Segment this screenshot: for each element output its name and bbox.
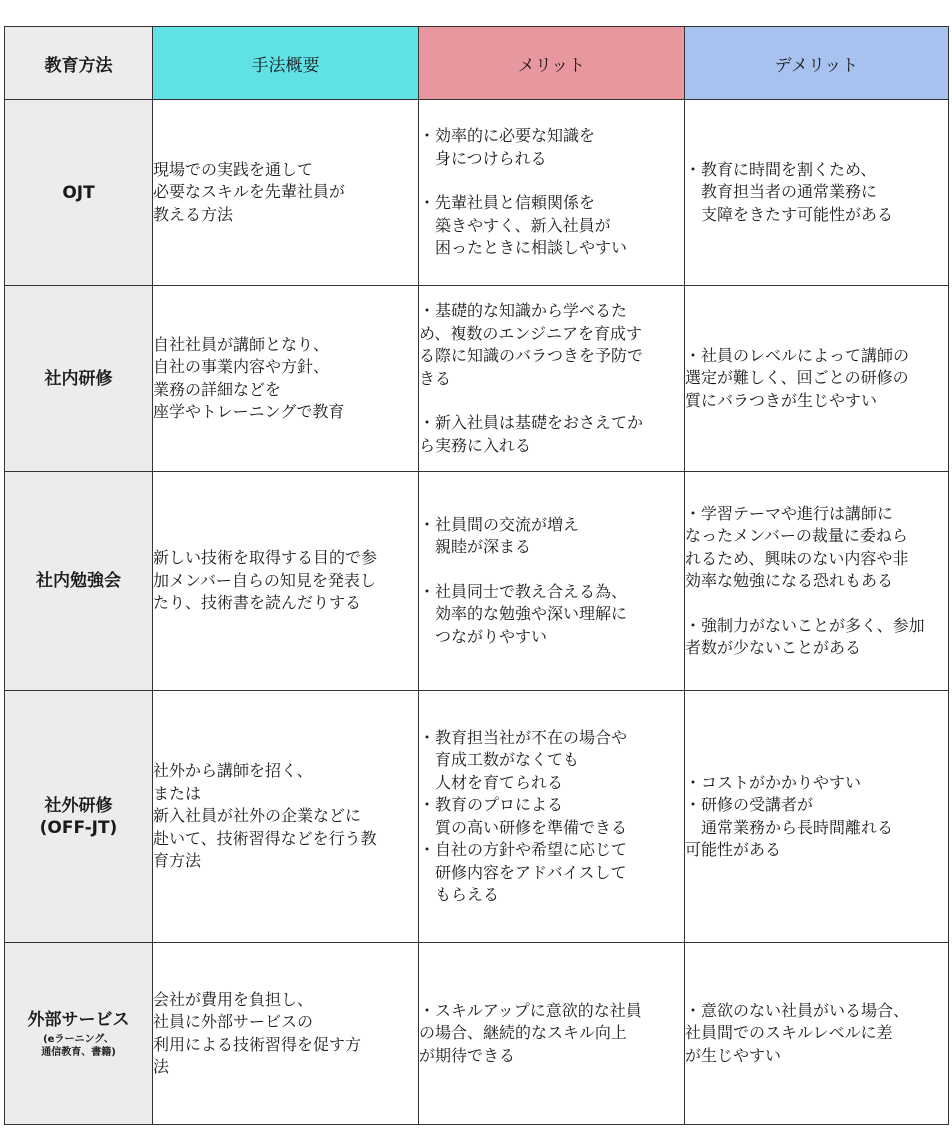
merit-cell — [419, 691, 685, 943]
merit-text: ・スキルアップに意欲的な社員 の場合、継続的なスキル向上 が期待できる — [419, 1000, 642, 1065]
overview-cell — [153, 472, 419, 691]
demerit-cell — [685, 286, 949, 472]
method-cell — [5, 100, 153, 286]
method-name: 社外研修 (OFF-JT) — [39, 795, 118, 838]
demerit-cell — [685, 100, 949, 286]
merit-cell — [419, 943, 685, 1125]
overview-text: 現場での実践を通して 必要なスキルを先輩社員が 教える方法 — [153, 159, 345, 224]
header-method: 教育方法 — [5, 27, 153, 100]
overview-cell — [153, 100, 419, 286]
method-name: 外部サービス — [27, 1009, 130, 1030]
overview-cell — [153, 943, 419, 1125]
method-name: 社内研修 — [44, 368, 113, 389]
merit-text: ・効率的に必要な知識を 身につけられる — [419, 126, 596, 168]
merit-text: ・先輩社員と信頼関係を 築きやすく、新入社員が 困ったときに相談しやすい — [419, 193, 628, 258]
paragraph-gap — [419, 390, 684, 412]
demerit-cell — [685, 691, 949, 943]
demerit-text: ・教育に時間を割くため、 教育担当者の通常業務に 支障をきたす可能性がある — [685, 159, 894, 224]
merit-text: ・新入社員は基礎をおさえてか ら実務に入れる — [419, 413, 644, 455]
method-cell — [5, 943, 153, 1125]
method-name: 社内勉強会 — [36, 571, 121, 591]
demerit-text: ・社員のレベルによって講師の 選定が難しく、回ごとの研修の 質にバラつきが生じやすい — [685, 345, 910, 410]
merit-text: ・基礎的な知識から学べるた め、複数のエンジニアを育成す る際に知識のバラつきを予防で きる — [419, 301, 644, 388]
table-row — [5, 472, 949, 691]
table-row — [5, 100, 949, 286]
method-subtitle: (eラーニング、 通信教育、書籍) — [41, 1033, 116, 1058]
demerit-text: ・強制力がないことが多く、参加 者数が少ないことがある — [685, 615, 925, 657]
overview-cell — [153, 286, 419, 472]
merit-cell — [419, 286, 685, 472]
method-cell — [5, 691, 153, 943]
merit-text: ・社員同士で教え合える為、 効率的な勉強や深い理解に つながりやすい — [419, 581, 628, 646]
overview-text: 社外から講師を招く、 または 新入社員が社外の企業などに 赴いて、技術習得などを行う教 育方法 — [153, 761, 377, 871]
header-overview: 手法概要 — [153, 27, 419, 100]
demerit-text: ・意欲のない社員がいる場合、 社員間でのスキルレベルに差 が生じやすい — [685, 1000, 910, 1065]
overview-cell — [153, 691, 419, 943]
table-row — [5, 943, 949, 1125]
merit-text: ・社員間の交流が増え 親睦が深まる — [419, 514, 580, 557]
paragraph-gap — [685, 593, 948, 615]
method-name: OJT — [62, 182, 95, 203]
demerit-text: ・コストがかかりやすい ・研修の受講者が 通常業務から長時間離れる 可能性がある — [685, 772, 894, 859]
header-merit: メリット — [419, 27, 685, 100]
demerit-text: ・学習テーマや進行は講師に なったメンバーの裁量に委ねら れるため、興味のない内容や非 効率な勉強になる恐れもある — [685, 503, 909, 590]
table-body — [5, 100, 949, 1125]
merit-text: ・教育担当社が不在の場合や 育成工数がなくても 人材を育てられる ・教育のプロによる 質の高い研修を準備できる ・自社の方針や希望に応じて 研修内容をアドバイスして もらえる — [419, 727, 628, 904]
overview-text: 新しい技術を取得する目的で参 加メンバー自らの知見を発表し たり、技術書を読んだりする — [153, 548, 378, 613]
merit-cell — [419, 472, 685, 691]
table-row — [5, 691, 949, 943]
header-row — [5, 27, 949, 100]
demerit-cell — [685, 943, 949, 1125]
education-methods-table — [4, 26, 949, 1125]
table-row — [5, 286, 949, 472]
overview-text: 自社社員が講師となり、 自社の事業内容や方針、 業務の詳細などを 座学やトレーニングで教育 — [153, 334, 345, 421]
demerit-cell — [685, 472, 949, 691]
header-demerit: デメリット — [685, 27, 949, 100]
method-cell — [5, 286, 153, 472]
overview-text: 会社が費用を負担し、 社員に外部サービスの 利用による技術習得を促す方 法 — [153, 989, 362, 1076]
merit-cell — [419, 100, 685, 286]
paragraph-gap — [419, 559, 684, 581]
paragraph-gap — [419, 170, 684, 192]
method-cell — [5, 472, 153, 691]
